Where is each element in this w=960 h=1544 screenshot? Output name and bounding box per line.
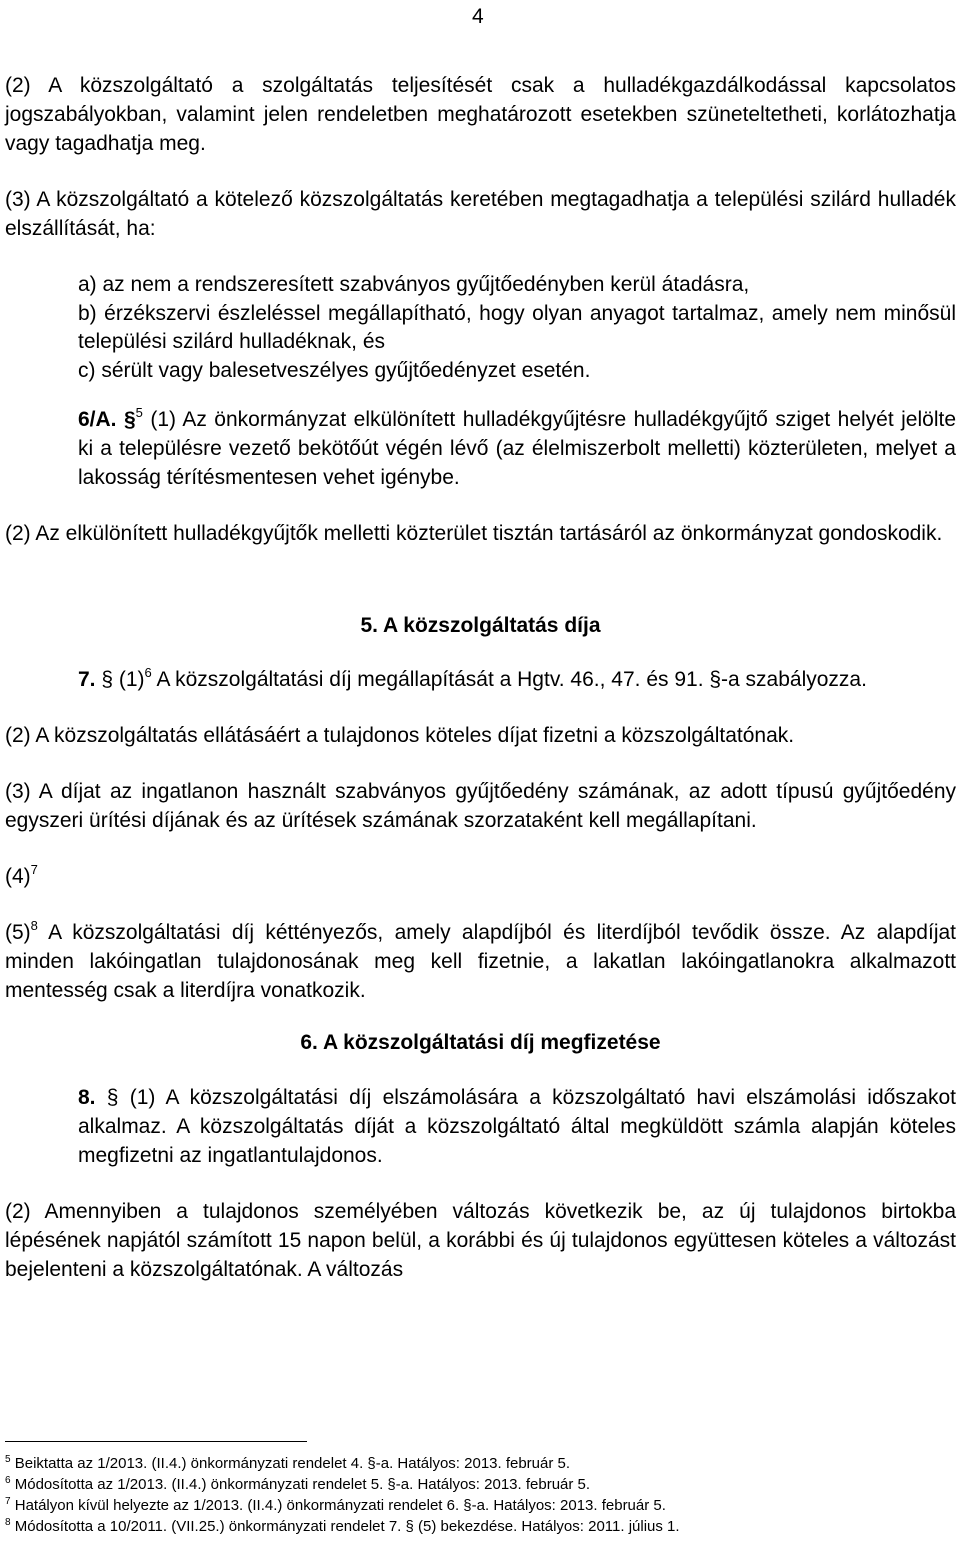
footnote-separator xyxy=(5,1441,307,1442)
section-sign: § xyxy=(116,408,136,431)
footnotes xyxy=(5,1453,945,1537)
section-8-paragraph-1 xyxy=(5,1083,956,1170)
footnote-number: 8 xyxy=(5,1517,11,1528)
footnote-ref: 6 xyxy=(144,665,152,680)
paragraph-4-3: (3) A közszolgáltató a kötelező közszolgáltatás keretében megtagadhatja a települési szilárd hulladék elszállítását, ha: xyxy=(5,188,956,240)
section-7-paragraph-4 xyxy=(5,862,956,891)
section-text: § (1) A közszolgáltatási díj elszámolására a közszolgáltató havi elszámolási időszakot alkalmaz. A közszolgáltatás díját a közszolgáltató által megküldött számla alapján köteles megfizetni az ingatlantulajdonos. xyxy=(78,1086,956,1167)
footnote xyxy=(5,1453,945,1474)
section-7-paragraph-1 xyxy=(5,665,956,694)
section-7-paragraph-2: (2) A közszolgáltatás ellátásáért a tulajdonos köteles díjat fizetni a közszolgáltatónak. xyxy=(5,724,795,747)
section-6a-paragraph-1 xyxy=(5,405,956,492)
footnote-number: 7 xyxy=(5,1496,11,1507)
page-body xyxy=(5,71,956,1284)
paragraph-text: A közszolgáltatási díj kéttényezős, amely alapdíjból és literdíjból tevődik össze. Az alapdíjat minden lakóingatlan tulajdonosának meg kell fizetnie, a lakatlan lakóingatlanokra alkalmazott mentesség csak a literdíjra vonatkozik. xyxy=(5,921,956,1002)
paragraph-label: (4) xyxy=(5,865,31,888)
footnote-text: Módosította a 10/2011. (VII.25.) önkormányzati rendelet 7. § (5) bekezdése. Hatályos: 2011. július 1. xyxy=(10,1518,680,1535)
footnote-ref: 8 xyxy=(30,918,38,933)
paragraph-4-2: (2) A közszolgáltató a szolgáltatás teljesítését csak a hulladékgazdálkodással kapcsolatos jogszabályokban, valamint jelen rendeletben meghatározott esetekben szüneteltetheti, korlátozhatja vagy tagadhatja meg. xyxy=(5,74,956,155)
footnote-text: Beiktatta az 1/2013. (II.4.) önkormányzati rendelet 4. §-a. Hatályos: 2013. február 5. xyxy=(10,1455,571,1472)
section-7-paragraph-5 xyxy=(5,918,956,1005)
list-item: c) sérült vagy balesetveszélyes gyűjtőedényzet esetén. xyxy=(78,358,591,382)
list-item: a) az nem a rendszeresített szabványos gyűjtőedényben kerül átadásra, xyxy=(78,273,750,296)
footnote xyxy=(5,1516,945,1537)
section-sign: § (1) xyxy=(95,668,145,691)
section-8-paragraph-2: (2) Amennyiben a tulajdonos személyében változás következik be, az új tulajdonos birtokba lépésének napjától számított 15 napon belül, a korábbi és új tulajdonos együttesen köteles a változást bejelenteni a közszolgáltatónak. A változás xyxy=(5,1200,956,1281)
page-number: 4 xyxy=(472,5,484,28)
section-number: 8. xyxy=(78,1086,96,1109)
section-number: 7. xyxy=(78,668,96,691)
chapter-heading-5: 5. A közszolgáltatás díja xyxy=(360,614,601,637)
footnote-text: Módosította az 1/2013. (II.4.) önkormányzati rendelet 5. §-a. Hatályos: 2013. február 5. xyxy=(10,1476,591,1493)
section-6a-paragraph-2: (2) Az elkülönített hulladékgyűjtők melletti közterület tisztán tartásáról az önkormányzat gondoskodik. xyxy=(5,522,943,545)
footnote-number: 5 xyxy=(5,1454,11,1465)
footnote-text: Hatályon kívül helyezte az 1/2013. (II.4.) önkormányzati rendelet 6. §-a. Hatályos: 2013. február 5. xyxy=(10,1497,666,1514)
list-item: b) érzékszervi észleléssel megállapítható, hogy olyan anyagot tartalmaz, amely nem minősül települési szilárd hulladéknak, és xyxy=(78,301,956,353)
section-text: (1) Az önkormányzat elkülönített hulladékgyűjtésre hulladékgyűjtő sziget helyét jelölte ki a településre vezető bekötőút végén lévő (az élelmiszerbolt melletti) közterületen, melyet a lakosság térítésmentesen vehet igénybe. xyxy=(78,408,957,489)
footnote-ref: 7 xyxy=(30,862,38,877)
section-number: 6/A. xyxy=(78,408,117,431)
refusal-conditions-list xyxy=(78,271,956,385)
paragraph-label: (5) xyxy=(5,921,31,944)
footnote xyxy=(5,1495,945,1516)
section-7-paragraph-3: (3) A díjat az ingatlanon használt szabványos gyűjtőedény számának, az adott típusú gyűjtőedény egyszeri ürítési díjának és az ürítések számának szorzataként kell megállapítani. xyxy=(5,780,956,832)
section-text: A közszolgáltatási díj megállapítását a Hgtv. 46., 47. és 91. §-a szabályozza. xyxy=(151,668,867,691)
footnote-ref: 5 xyxy=(135,405,143,420)
footnote xyxy=(5,1474,945,1495)
footnote-number: 6 xyxy=(5,1475,11,1486)
chapter-heading-6: 6. A közszolgáltatási díj megfizetése xyxy=(300,1031,661,1054)
